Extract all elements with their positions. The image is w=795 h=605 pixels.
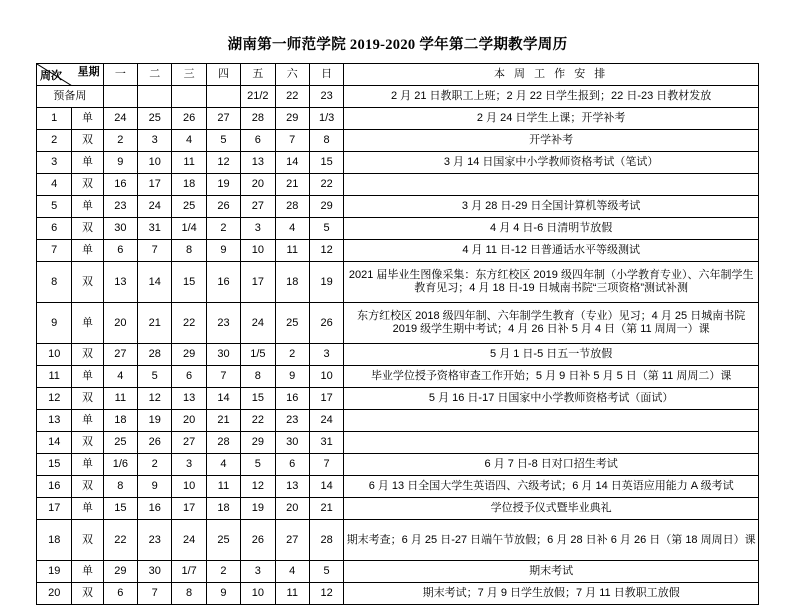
date-cell: 11 [275,240,309,262]
date-cell: 14 [206,388,240,410]
date-cell: 10 [309,366,343,388]
date-cell: 17 [309,388,343,410]
date-cell: 6 [275,454,309,476]
week-parity-cell: 双 [72,262,103,303]
header-corner-cell [37,64,104,86]
week-notes-cell: 期末考试 [344,561,759,583]
date-cell: 10 [138,152,172,174]
week-parity-cell: 单 [72,108,103,130]
date-cell: 27 [103,344,137,366]
date-cell: 3 [138,130,172,152]
date-cell: 9 [103,152,137,174]
week-number-cell: 14 [37,432,72,454]
date-cell: 12 [241,476,275,498]
week-parity-cell: 双 [72,174,103,196]
date-cell: 18 [103,410,137,432]
date-cell: 24 [172,520,206,561]
week-number-cell: 19 [37,561,72,583]
date-cell: 2 [103,130,137,152]
table-body [37,86,759,605]
date-cell: 28 [309,520,343,561]
week-parity-cell: 单 [72,498,103,520]
date-cell: 16 [138,498,172,520]
date-cell: 26 [172,108,206,130]
date-cell: 20 [241,174,275,196]
header-day-4: 四 [206,64,240,86]
date-cell: 17 [172,498,206,520]
date-cell: 9 [206,583,240,605]
date-cell: 21 [206,410,240,432]
week-notes-cell: 2021 届毕业生图像采集：东方红校区 2019 级四年制（小学教育专业）、六年制学生教育见习；4 月 18 日-19 日城南书院“三项资格”测试补测 [344,262,759,303]
table-row [37,240,759,262]
week-parity-cell: 单 [72,454,103,476]
date-cell: 12 [309,240,343,262]
week-number-cell: 1 [37,108,72,130]
date-cell: 28 [138,344,172,366]
table-row [37,196,759,218]
date-cell: 19 [138,410,172,432]
header-day-7: 日 [309,64,343,86]
date-cell: 28 [241,108,275,130]
table-row [37,432,759,454]
date-cell: 29 [309,196,343,218]
date-cell: 22 [172,303,206,344]
week-number-cell: 6 [37,218,72,240]
date-cell: 8 [172,240,206,262]
date-cell: 23 [275,410,309,432]
date-cell: 3 [172,454,206,476]
week-notes-cell: 4 月 11 日-12 日普通话水平等级测试 [344,240,759,262]
date-cell: 16 [275,388,309,410]
week-notes-cell: 5 月 1 日-5 日五一节放假 [344,344,759,366]
date-cell: 4 [275,218,309,240]
date-cell: 3 [309,344,343,366]
week-parity-cell: 单 [72,410,103,432]
date-cell: 23 [103,196,137,218]
week-number-cell: 15 [37,454,72,476]
date-cell: 21 [275,174,309,196]
date-cell: 25 [138,108,172,130]
week-number-cell: 18 [37,520,72,561]
table-row [37,454,759,476]
date-cell: 1/6 [103,454,137,476]
date-cell: 23 [138,520,172,561]
date-cell: 10 [172,476,206,498]
date-cell [138,86,172,108]
header-day-2: 二 [138,64,172,86]
document-page [0,33,795,603]
date-cell [172,86,206,108]
date-cell [206,86,240,108]
date-cell: 12 [309,583,343,605]
week-number-cell: 10 [37,344,72,366]
header-weekday-label: 星期 [77,66,100,78]
date-cell: 4 [172,130,206,152]
week-notes-cell: 5 月 16 日-17 日国家中小学教师资格考试（面试） [344,388,759,410]
week-parity-cell: 单 [72,240,103,262]
date-cell: 7 [309,454,343,476]
date-cell: 8 [241,366,275,388]
date-cell: 17 [241,262,275,303]
date-cell: 5 [206,130,240,152]
date-cell: 11 [172,152,206,174]
date-cell: 10 [241,583,275,605]
date-cell: 15 [172,262,206,303]
date-cell: 1/4 [172,218,206,240]
week-notes-cell: 期末考试；7 月 9 日学生放假；7 月 11 日教职工放假 [344,583,759,605]
table-row [37,366,759,388]
date-cell: 30 [103,218,137,240]
week-parity-cell: 双 [72,432,103,454]
date-cell: 7 [138,240,172,262]
date-cell: 27 [172,432,206,454]
date-cell: 30 [206,344,240,366]
date-cell: 24 [138,196,172,218]
date-cell: 30 [138,561,172,583]
date-cell: 26 [138,432,172,454]
date-cell: 29 [172,344,206,366]
week-number-cell: 13 [37,410,72,432]
header-day-1: 一 [103,64,137,86]
week-notes-cell: 东方红校区 2018 级四年制、六年制学生教育（专业）见习；4 月 25 日城南书院 2019 级学生期中考试；4 月 26 日补 5 月 4 日（第 11 周周一）课 [344,303,759,344]
week-notes-cell: 期末考查；6 月 25 日-27 日端午节放假；6 月 28 日补 6 月 26 日（第 18 周周日）课 [344,520,759,561]
date-cell: 1/5 [241,344,275,366]
date-cell: 13 [172,388,206,410]
date-cell: 11 [206,476,240,498]
week-parity-cell: 单 [72,196,103,218]
week-number-cell: 7 [37,240,72,262]
week-number-cell: 11 [37,366,72,388]
date-cell: 23 [206,303,240,344]
table-row [37,174,759,196]
date-cell: 16 [103,174,137,196]
date-cell: 2 [138,454,172,476]
week-number-cell: 20 [37,583,72,605]
week-notes-cell [344,432,759,454]
date-cell: 9 [138,476,172,498]
date-cell: 25 [172,196,206,218]
date-cell: 12 [138,388,172,410]
date-cell: 6 [172,366,206,388]
date-cell: 22 [103,520,137,561]
table-row [37,262,759,303]
date-cell: 4 [275,561,309,583]
date-cell: 2 [275,344,309,366]
table-row [37,108,759,130]
date-cell: 29 [103,561,137,583]
date-cell: 26 [206,196,240,218]
date-cell: 6 [103,240,137,262]
date-cell: 21/2 [241,86,275,108]
header-day-6: 六 [275,64,309,86]
date-cell: 5 [138,366,172,388]
week-number-cell: 5 [37,196,72,218]
date-cell: 10 [241,240,275,262]
date-cell: 11 [103,388,137,410]
date-cell: 24 [241,303,275,344]
week-notes-cell: 2 月 21 日教职工上班；2 月 22 日学生报到；22 日-23 日教材发放 [344,86,759,108]
date-cell: 31 [138,218,172,240]
date-cell: 25 [103,432,137,454]
date-cell: 27 [206,108,240,130]
date-cell: 26 [309,303,343,344]
date-cell: 8 [172,583,206,605]
table-row [37,476,759,498]
table-header [37,64,759,86]
week-parity-cell: 单 [72,561,103,583]
table-row [37,218,759,240]
header-notes: 本 周 工 作 安 排 [344,64,759,86]
date-cell: 18 [275,262,309,303]
date-cell: 2 [206,218,240,240]
week-parity-cell: 双 [72,130,103,152]
date-cell: 21 [138,303,172,344]
week-number-cell: 16 [37,476,72,498]
date-cell: 28 [275,196,309,218]
table-row [37,152,759,174]
week-number-cell: 3 [37,152,72,174]
date-cell: 30 [275,432,309,454]
week-parity-cell: 单 [72,366,103,388]
date-cell: 17 [138,174,172,196]
date-cell: 31 [309,432,343,454]
date-cell: 26 [241,520,275,561]
date-cell: 2 [206,561,240,583]
week-number-cell: 9 [37,303,72,344]
table-row [37,388,759,410]
week-notes-cell: 毕业学位授予资格审查工作开始；5 月 9 日补 5 月 5 日（第 11 周周二）课 [344,366,759,388]
date-cell: 8 [103,476,137,498]
date-cell [103,86,137,108]
date-cell: 6 [103,583,137,605]
date-cell: 1/7 [172,561,206,583]
week-number-cell: 12 [37,388,72,410]
date-cell: 8 [309,130,343,152]
date-cell: 22 [309,174,343,196]
date-cell: 7 [275,130,309,152]
date-cell: 5 [309,218,343,240]
date-cell: 3 [241,561,275,583]
table-row [37,344,759,366]
week-parity-cell: 双 [72,583,103,605]
date-cell: 24 [309,410,343,432]
date-cell: 20 [172,410,206,432]
week-notes-cell: 学位授予仪式暨毕业典礼 [344,498,759,520]
header-day-5: 五 [241,64,275,86]
date-cell: 5 [241,454,275,476]
date-cell: 28 [206,432,240,454]
date-cell: 14 [138,262,172,303]
week-parity-cell: 双 [72,388,103,410]
date-cell: 14 [275,152,309,174]
table-row [37,561,759,583]
table-row [37,130,759,152]
date-cell: 15 [103,498,137,520]
date-cell: 4 [103,366,137,388]
date-cell: 22 [275,86,309,108]
date-cell: 20 [103,303,137,344]
week-parity-cell: 单 [72,303,103,344]
table-row [37,303,759,344]
date-cell: 15 [309,152,343,174]
teaching-calendar-table [36,63,759,605]
date-cell: 19 [241,498,275,520]
date-cell: 13 [275,476,309,498]
date-cell: 19 [309,262,343,303]
date-cell: 25 [206,520,240,561]
week-number-cell: 2 [37,130,72,152]
date-cell: 13 [241,152,275,174]
week-notes-cell: 开学补考 [344,130,759,152]
week-number-cell: 预备周 [37,86,104,108]
date-cell: 27 [241,196,275,218]
week-parity-cell: 双 [72,520,103,561]
header-day-3: 三 [172,64,206,86]
table-row [37,520,759,561]
date-cell: 19 [206,174,240,196]
date-cell: 23 [309,86,343,108]
table-row [37,410,759,432]
week-notes-cell: 4 月 4 日-6 日清明节放假 [344,218,759,240]
page-title: 湖南第一师范学院 2019-2020 学年第二学期教学周历 [227,37,568,53]
date-cell: 27 [275,520,309,561]
date-cell: 4 [206,454,240,476]
date-cell: 3 [241,218,275,240]
date-cell: 25 [275,303,309,344]
date-cell: 6 [241,130,275,152]
date-cell: 14 [309,476,343,498]
date-cell: 5 [309,561,343,583]
date-cell: 9 [206,240,240,262]
week-number-cell: 8 [37,262,72,303]
date-cell: 29 [275,108,309,130]
date-cell: 18 [172,174,206,196]
week-notes-cell: 6 月 13 日全国大学生英语四、六级考试；6 月 14 日英语应用能力 A 级考试 [344,476,759,498]
date-cell: 7 [138,583,172,605]
date-cell: 16 [206,262,240,303]
date-cell: 7 [206,366,240,388]
date-cell: 22 [241,410,275,432]
week-parity-cell: 双 [72,218,103,240]
header-weeknum-label: 周次 [40,70,62,83]
date-cell: 11 [275,583,309,605]
date-cell: 13 [103,262,137,303]
date-cell: 9 [275,366,309,388]
week-parity-cell: 单 [72,152,103,174]
table-row [37,498,759,520]
week-notes-cell: 2 月 24 日学生上课；开学补考 [344,108,759,130]
date-cell: 24 [103,108,137,130]
week-parity-cell: 双 [72,344,103,366]
table-row [37,583,759,605]
date-cell: 29 [241,432,275,454]
week-notes-cell: 3 月 28 日-29 日全国计算机等级考试 [344,196,759,218]
week-notes-cell: 6 月 7 日-8 日对口招生考试 [344,454,759,476]
week-notes-cell: 3 月 14 日国家中小学教师资格考试（笔试） [344,152,759,174]
week-notes-cell [344,410,759,432]
date-cell: 15 [241,388,275,410]
date-cell: 20 [275,498,309,520]
week-number-cell: 17 [37,498,72,520]
date-cell: 18 [206,498,240,520]
week-notes-cell [344,174,759,196]
date-cell: 21 [309,498,343,520]
week-number-cell: 4 [37,174,72,196]
date-cell: 12 [206,152,240,174]
table-row [37,86,759,108]
week-parity-cell: 双 [72,476,103,498]
date-cell: 1/3 [309,108,343,130]
